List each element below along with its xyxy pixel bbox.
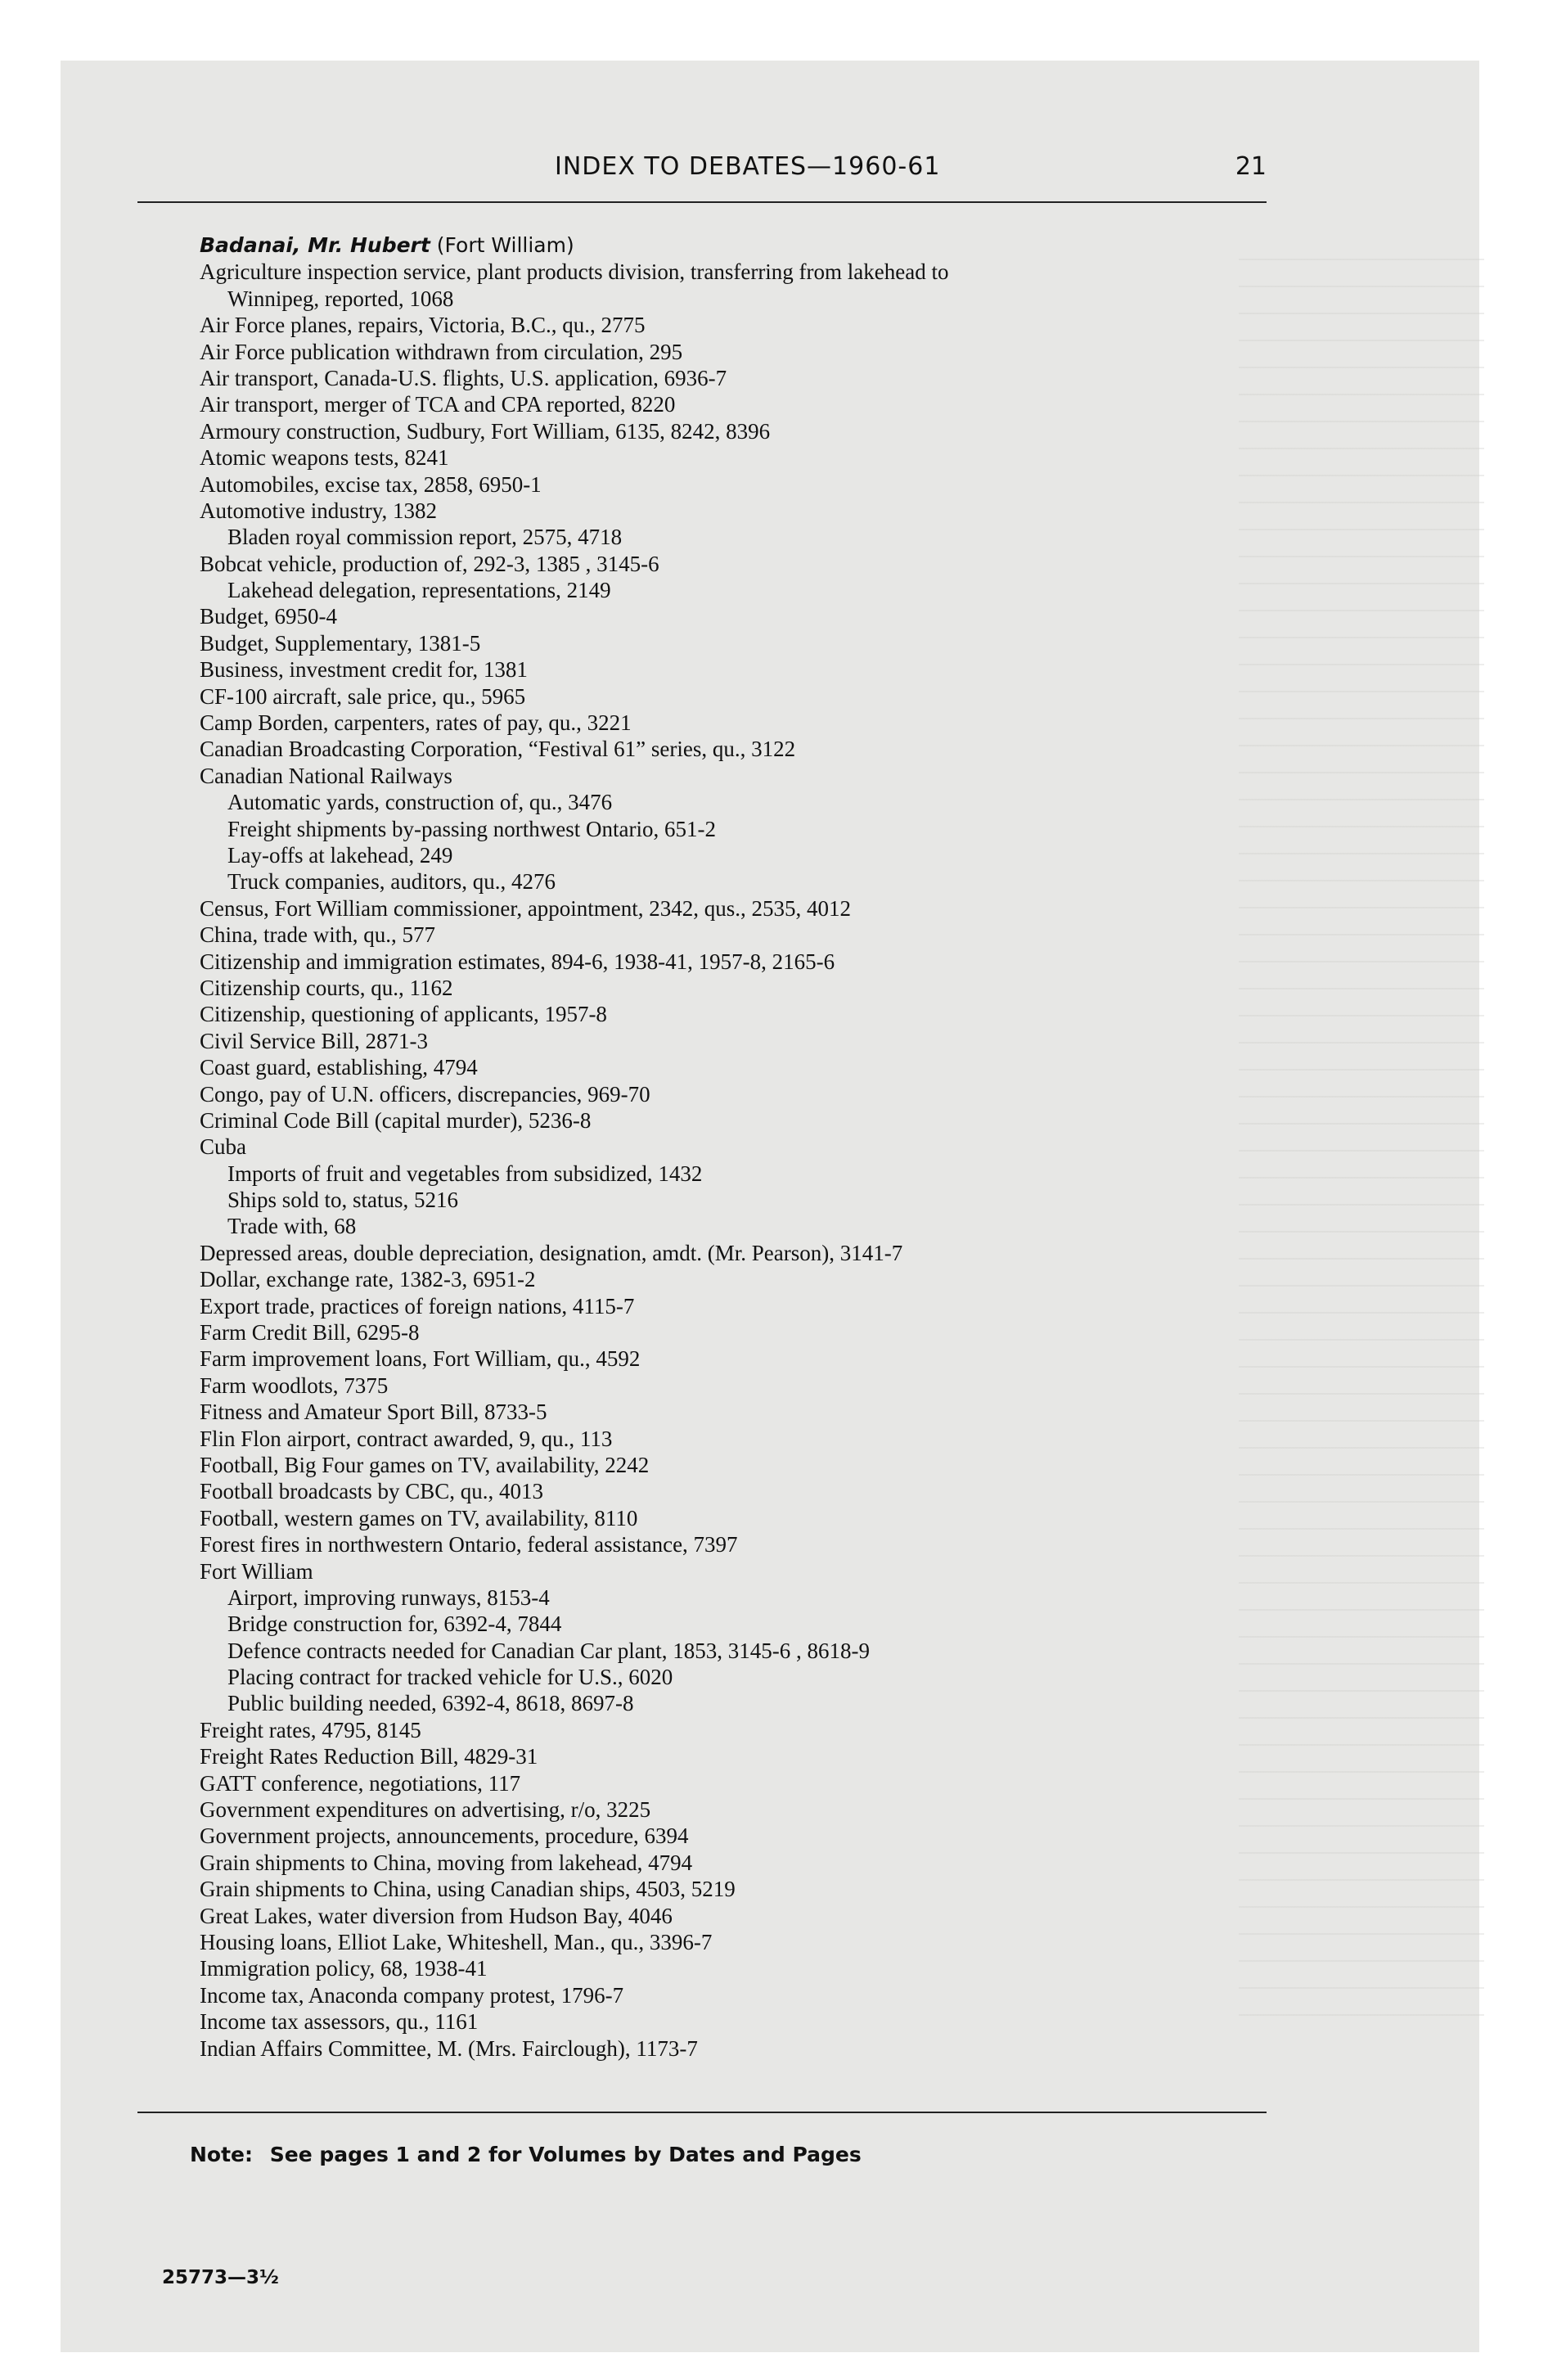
index-entry: Depressed areas, double depreciation, designation, amdt. (Mr. Pearson), 3141-7 bbox=[200, 1240, 903, 1265]
index-subentry: Airport, improving runways, 8153-4 bbox=[227, 1584, 550, 1610]
page-header bbox=[137, 152, 1267, 188]
index-entry: Citizenship courts, qu., 1162 bbox=[200, 975, 453, 1000]
index-entry: Indian Affairs Committee, M. (Mrs. Fairclough), 1173-7 bbox=[200, 2035, 698, 2061]
index-subentry: Winnipeg, reported, 1068 bbox=[227, 286, 454, 311]
index-entry: Citizenship and immigration estimates, 894-6, 1938-41, 1957-8, 2165-6 bbox=[200, 949, 835, 974]
index-entry: Football, western games on TV, availability, 8110 bbox=[200, 1505, 638, 1530]
member-heading bbox=[137, 232, 1193, 259]
index-entry: Farm woodlots, 7375 bbox=[200, 1373, 389, 1398]
index-entry: Housing loans, Elliot Lake, Whiteshell, Man., qu., 3396-7 bbox=[200, 1930, 713, 1954]
index-subentry: Bridge construction for, 6392-4, 7844 bbox=[227, 1611, 562, 1637]
index-entry: Census, Fort William commissioner, appointment, 2342, qus., 2535, 4012 bbox=[200, 895, 852, 921]
footer-note bbox=[190, 2143, 862, 2166]
index-entry: Civil Service Bill, 2871-3 bbox=[200, 1028, 428, 1053]
index-subentry: Ships sold to, status, 5216 bbox=[227, 1188, 459, 1213]
index-entry: Government projects, announcements, procedure, 6394 bbox=[200, 1823, 689, 1849]
index-entry: Export trade, practices of foreign nations, 4115-7 bbox=[200, 1293, 635, 1318]
index-entry: Automobiles, excise tax, 2858, 6950-1 bbox=[200, 471, 542, 497]
index-entry: Citizenship, questioning of applicants, 1957-8 bbox=[200, 1002, 607, 1027]
index-entry: Coast guard, establishing, 4794 bbox=[200, 1055, 478, 1080]
index-entries bbox=[137, 232, 1193, 2062]
index-entry: CF-100 aircraft, sale price, qu., 5965 bbox=[200, 683, 526, 709]
index-entry: Bobcat vehicle, production of, 292-3, 1385 , 3145-6 bbox=[200, 551, 659, 576]
index-entry: Immigration policy, 68, 1938-41 bbox=[200, 1956, 488, 1981]
index-entry: Budget, Supplementary, 1381-5 bbox=[200, 630, 481, 656]
index-entry: Air Force planes, repairs, Victoria, B.C., qu., 2775 bbox=[200, 313, 646, 338]
note-text: See pages 1 and 2 for Volumes by Dates and Pages bbox=[269, 2143, 862, 2166]
index-entry: Cuba bbox=[200, 1134, 246, 1160]
index-entry: Flin Flon airport, contract awarded, 9, qu., 113 bbox=[200, 1426, 613, 1451]
index-subentry: Lakehead delegation, representations, 2149 bbox=[227, 578, 611, 603]
index-entry: Atomic weapons tests, 8241 bbox=[200, 445, 449, 471]
header-rule bbox=[137, 201, 1267, 203]
index-entry: Freight rates, 4795, 8145 bbox=[200, 1717, 421, 1742]
index-entry: Canadian Broadcasting Corporation, “Festival 61” series, qu., 3122 bbox=[200, 737, 796, 762]
index-entry: Farm improvement loans, Fort William, qu., 4592 bbox=[200, 1346, 641, 1372]
index-entry: Armoury construction, Sudbury, Fort William, 6135, 8242, 8396 bbox=[200, 418, 771, 444]
index-entry: Air transport, Canada-U.S. flights, U.S. application, 6936-7 bbox=[200, 365, 727, 390]
member-name: Badanai, Mr. Hubert bbox=[200, 233, 430, 257]
index-entry: Canadian National Railways bbox=[200, 763, 452, 788]
index-entry: Air transport, merger of TCA and CPA reported, 8220 bbox=[200, 392, 676, 417]
index-subentry: Public building needed, 6392-4, 8618, 8697-8 bbox=[227, 1691, 634, 1716]
show-through-texture bbox=[1239, 241, 1484, 2041]
index-entry: Forest fires in northwestern Ontario, federal assistance, 7397 bbox=[200, 1532, 738, 1557]
index-entry: Automotive industry, 1382 bbox=[200, 498, 437, 523]
index-entry: Income tax assessors, qu., 1161 bbox=[200, 2009, 479, 2035]
index-entry: Football broadcasts by CBC, qu., 4013 bbox=[200, 1479, 543, 1504]
sheet-code: 25773—3½ bbox=[162, 2267, 279, 2288]
index-entry: Farm Credit Bill, 6295-8 bbox=[200, 1320, 420, 1346]
index-entry: Fort William bbox=[200, 1558, 313, 1584]
index-entry: Agriculture inspection service, plant products division, transferring from lakehead to bbox=[200, 259, 949, 285]
footer-rule bbox=[137, 2112, 1267, 2113]
index-subentry: Bladen royal commission report, 2575, 4718 bbox=[227, 525, 623, 550]
index-entry: Government expenditures on advertising, r/o, 3225 bbox=[200, 1797, 651, 1823]
member-riding: (Fort William) bbox=[436, 233, 574, 257]
index-entry: Congo, pay of U.N. officers, discrepancies, 969-70 bbox=[200, 1081, 650, 1107]
running-title: INDEX TO DEBATES—1960-61 bbox=[555, 152, 941, 181]
index-subentry: Placing contract for tracked vehicle for U.S., 6020 bbox=[227, 1665, 673, 1690]
index-entry: Camp Borden, carpenters, rates of pay, qu., 3221 bbox=[200, 710, 632, 736]
index-entry: Dollar, exchange rate, 1382-3, 6951-2 bbox=[200, 1267, 536, 1292]
index-entry: Freight Rates Reduction Bill, 4829-31 bbox=[200, 1744, 538, 1769]
index-entry: Income tax, Anaconda company protest, 1796-7 bbox=[200, 1982, 624, 2008]
page-number: 21 bbox=[1235, 152, 1267, 181]
index-entry: Football, Big Four games on TV, availability, 2242 bbox=[200, 1452, 650, 1477]
note-label: Note: bbox=[190, 2143, 254, 2166]
index-entry: Fitness and Amateur Sport Bill, 8733-5 bbox=[200, 1400, 547, 1425]
index-entry: Grain shipments to China, moving from lakehead, 4794 bbox=[200, 1850, 693, 1875]
index-entry: Criminal Code Bill (capital murder), 5236-8 bbox=[200, 1107, 592, 1133]
index-subentry: Imports of fruit and vegetables from subsidized, 1432 bbox=[227, 1161, 703, 1186]
index-entry: Budget, 6950-4 bbox=[200, 604, 337, 629]
index-entry: Great Lakes, water diversion from Hudson Bay, 4046 bbox=[200, 1903, 673, 1928]
index-subentry: Truck companies, auditors, qu., 4276 bbox=[227, 869, 556, 895]
index-subentry: Automatic yards, construction of, qu., 3476 bbox=[227, 790, 613, 815]
index-entry: Air Force publication withdrawn from circulation, 295 bbox=[200, 339, 683, 364]
index-subentry: Defence contracts needed for Canadian Car plant, 1853, 3145-6 , 8618-9 bbox=[227, 1638, 870, 1663]
index-entry: Grain shipments to China, using Canadian ships, 4503, 5219 bbox=[200, 1877, 736, 1902]
index-entry: Business, investment credit for, 1381 bbox=[200, 657, 528, 683]
index-entry: China, trade with, qu., 577 bbox=[200, 922, 435, 948]
index-subentry: Lay-offs at lakehead, 249 bbox=[227, 842, 453, 868]
index-subentry: Freight shipments by-passing northwest Ontario, 651-2 bbox=[227, 816, 716, 841]
index-entry: GATT conference, negotiations, 117 bbox=[200, 1770, 521, 1796]
index-subentry: Trade with, 68 bbox=[227, 1214, 357, 1239]
